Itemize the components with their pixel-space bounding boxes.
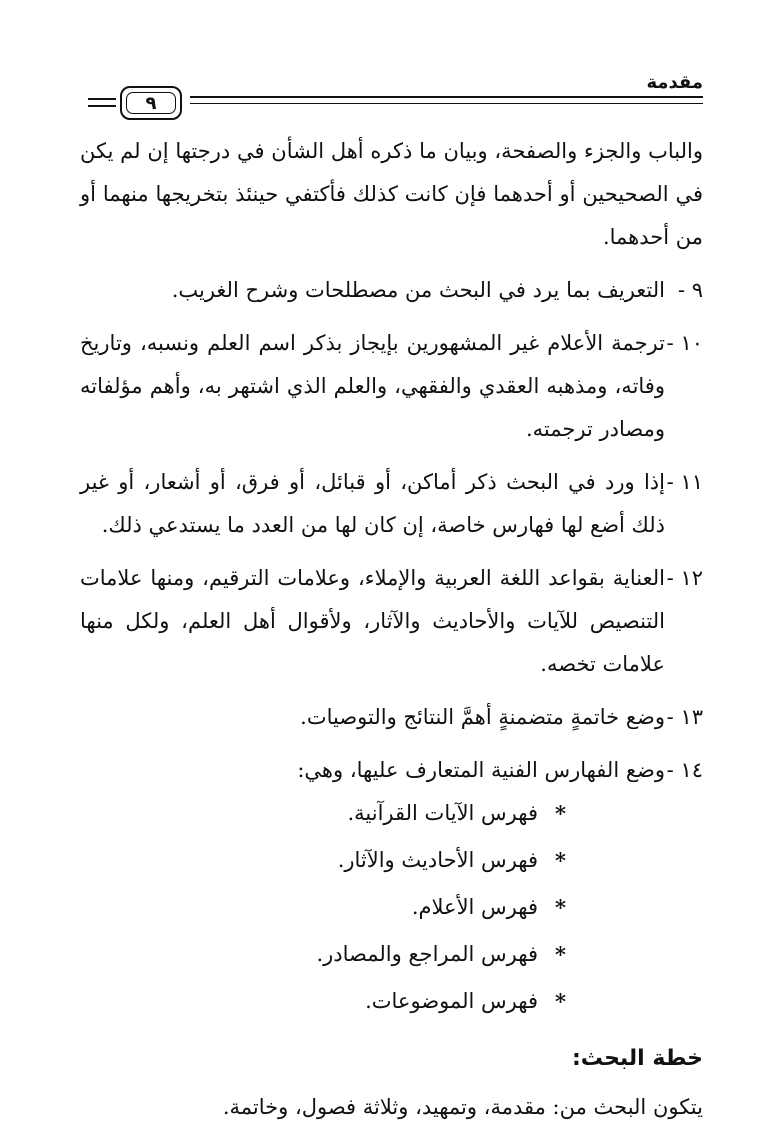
asterisk-icon: * xyxy=(555,942,566,967)
item-text: إذا ورد في البحث ذكر أماكن، أو قبائل، أو فرق، أو أشعار، أو غير ذلك أضع لها فهارس خاصة، إن كان لها من العدد ما يستدعي ذلك. xyxy=(80,470,665,537)
header-rule-right-top xyxy=(190,96,703,98)
page-number: ٩ xyxy=(126,92,176,114)
list-item xyxy=(80,269,703,312)
index-text: فهرس الأعلام. xyxy=(411,895,538,919)
asterisk-icon: * xyxy=(555,895,566,920)
running-title: مقدمة xyxy=(646,72,703,93)
list-item xyxy=(80,696,703,739)
index-item xyxy=(80,839,566,882)
index-item xyxy=(80,792,566,835)
list-item xyxy=(80,461,703,547)
index-text: فهرس الأحاديث والآثار. xyxy=(337,848,538,872)
header-rule-left-top xyxy=(88,98,116,100)
list-item xyxy=(80,322,703,451)
index-text: فهرس الموضوعات. xyxy=(365,989,538,1013)
page-number-box xyxy=(120,86,182,120)
asterisk-icon: * xyxy=(555,848,566,873)
item-number: ١٣ - xyxy=(666,705,703,729)
list-item xyxy=(80,557,703,686)
asterisk-icon: * xyxy=(555,801,566,826)
list-item xyxy=(80,749,703,792)
index-list xyxy=(80,792,703,1023)
item-text: التعريف بما يرد في البحث من مصطلحات وشرح الغريب. xyxy=(171,278,665,302)
item-number: ٩ - xyxy=(677,278,703,302)
item-number: ١٤ - xyxy=(666,758,703,782)
item-text: العناية بقواعد اللغة العربية والإملاء، وعلامات الترقيم، ومنها علامات التنصيص للآيات والأحاديث والآثار، ولأقوال أهل العلم، ولكل منها علامات تخصه. xyxy=(80,566,665,676)
item-number: ١١ - xyxy=(666,470,703,494)
asterisk-icon: * xyxy=(555,989,566,1014)
page-content xyxy=(80,130,703,1129)
header-rule-left-bottom xyxy=(88,105,116,107)
index-item xyxy=(80,886,566,929)
closing-paragraph: يتكون البحث من: مقدمة، وتمهيد، وثلاثة فصول، وخاتمة. xyxy=(222,1095,703,1119)
section-heading: خطة البحث: xyxy=(571,1046,703,1071)
index-item xyxy=(80,980,566,1023)
item-number: ١٠ - xyxy=(666,331,703,355)
intro-paragraph: والباب والجزء والصفحة، وبيان ما ذكره أهل الشأن في درجتها إن لم يكن في الصحيحين أو أحدهما فإن كانت كذلك فأكتفي حينئذ بتخريجها منهما أو من أحدهما. xyxy=(80,139,703,249)
item-text: ترجمة الأعلام غير المشهورين بإيجاز بذكر اسم العلم ونسبه، وتاريخ وفاته، ومذهبه العقدي والفقهي، والعلم الذي اشتهر به، وأهم مؤلفاته ومصادر ترجمته. xyxy=(80,331,665,441)
page-header xyxy=(0,0,773,130)
index-item xyxy=(80,933,566,976)
item-number: ١٢ - xyxy=(666,566,703,590)
header-rule-right-bottom xyxy=(190,103,703,104)
item-text: وضع الفهارس الفنية المتعارف عليها، وهي: xyxy=(297,758,665,782)
item-text: وضع خاتمةٍ متضمنةٍ أهمَّ النتائج والتوصيات. xyxy=(300,705,665,729)
index-text: فهرس المراجع والمصادر. xyxy=(316,942,538,966)
index-text: فهرس الآيات القرآنية. xyxy=(347,801,538,825)
